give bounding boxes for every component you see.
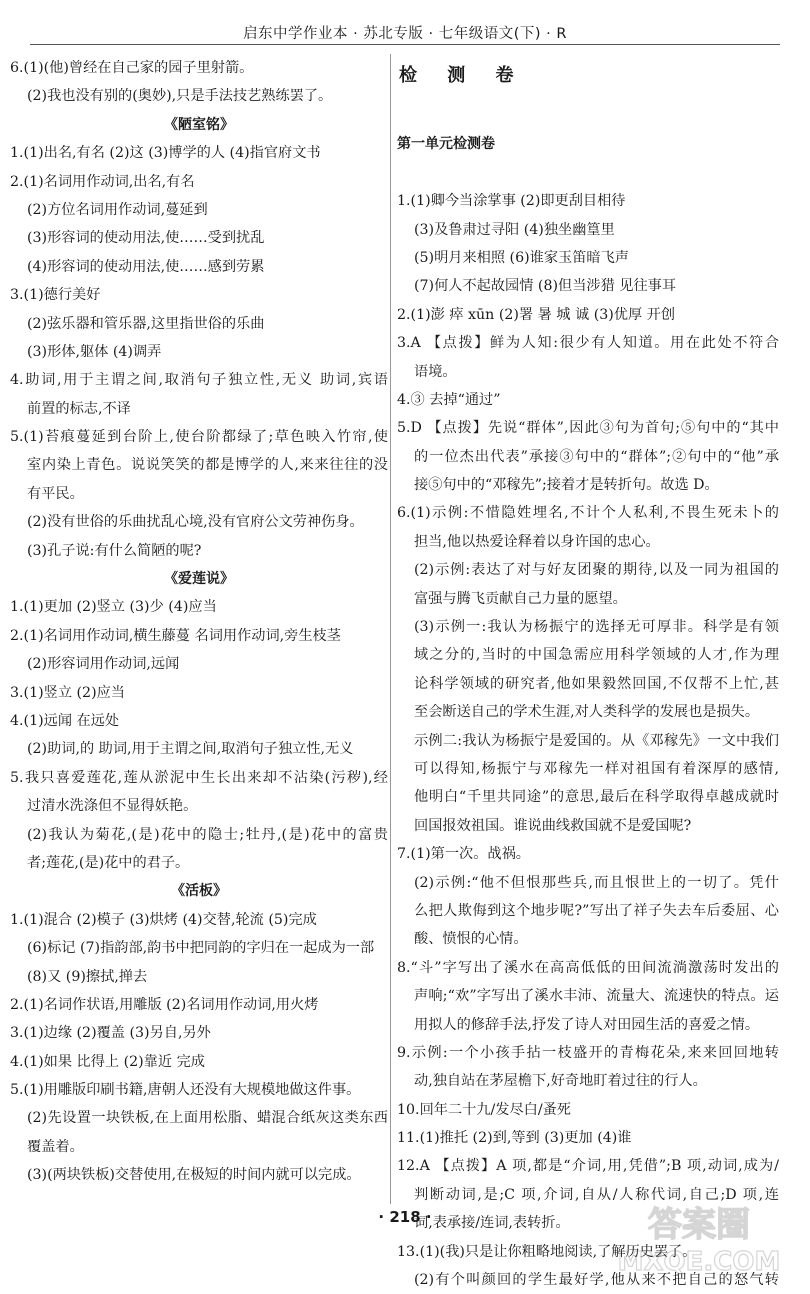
left-line: (2)没有世俗的乐曲扰乱心境,没有官府公文劳神伤身。 <box>27 514 364 531</box>
left-line: 4.(1)如果 比得上 (2)靠近 完成 <box>10 1053 205 1070</box>
left-line: (2)我也没有别的(奥妙),只是手法技艺熟练罢了。 <box>27 88 333 105</box>
right-line <box>397 159 779 187</box>
page-number: · 218 · <box>378 1208 432 1226</box>
left-line: (2)形容词用作动词,远闻 <box>27 656 180 673</box>
right-line: 回国报效祖国。谁说曲线救国就不是爱国呢? <box>414 817 692 834</box>
left-line: 前置的标志,不译 <box>27 400 131 417</box>
left-line: 5.(1)用雕版印刷书籍,唐朝人还没有大规模地做这件事。 <box>10 1082 361 1099</box>
right-line: 10.回年二十九/发尽白/蚤死 <box>397 1101 571 1118</box>
left-line: 有平民。 <box>27 485 84 502</box>
right-line: 13.(1)(我)只是让你粗略地阅读,了解历史罢了。 <box>397 1243 697 1260</box>
left-line: 1.(1)出名,有名 (2)这 (3)博学的人 (4)指官府文书 <box>10 145 321 162</box>
left-line: 覆盖着。 <box>27 1138 84 1155</box>
left-line: (3)形容词的使动用法,使……受到扰乱 <box>27 230 265 247</box>
right-line: 9.示例:一个小孩手拈一枝盛开的青梅花朵,来来回回地转 <box>397 1044 779 1061</box>
right-line: 声响;“欢”字写出了溪水丰沛、流量大、流速快的特点。运 <box>414 988 779 1005</box>
right-line: (5)明月来相照 (6)谁家玉笛暗飞声 <box>414 249 629 266</box>
right-line: 2.(1)澎 瘁 xūn (2)署 暑 城 诚 (3)优厚 开创 <box>397 306 676 323</box>
left-line: (2)我认为菊花,(是)花中的隐士;牡丹,(是)花中的富贵 <box>27 826 388 843</box>
left-line: (2)弦乐器和管乐器,这里指世俗的乐曲 <box>27 315 265 332</box>
right-line: 语境。 <box>414 363 457 380</box>
left-line: 2.(1)名词用作动词,横生藤蔓 名词用作动词,旁生枝茎 <box>10 627 341 644</box>
left-line: 3.(1)边缘 (2)覆盖 (3)另自,另外 <box>10 1025 211 1042</box>
left-line: 4.(1)远闻 在远处 <box>10 712 120 729</box>
left-line: (3)形体,躯体 (4)调弄 <box>27 343 162 360</box>
left-line: 2.(1)名词作状语,用雕版 (2)名词用作动词,用火烤 <box>10 996 319 1013</box>
left-line: 《活板》 <box>171 883 227 900</box>
right-line: 7.(1)第一次。战祸。 <box>397 846 530 863</box>
right-line: 8.“斗”字写出了溪水在高高低低的田间流淌激荡时发出的 <box>397 959 779 976</box>
left-line: 过清水洗涤但不显得妖艳。 <box>27 798 198 815</box>
left-line: (2)方位名词用作动词,蔓延到 <box>27 201 208 218</box>
left-line: 6.(1)(他)曾经在自己家的园子里射箭。 <box>10 60 254 76</box>
right-line: 6.(1)示例:不惜隐姓埋名,不计个人私利,不畏生死未卜的 <box>397 505 779 522</box>
left-line: (4)形容词的使动用法,使……感到劳累 <box>27 258 265 275</box>
left-line: (6)标记 (7)指韵部,韵书中把同韵的字归在一起成为一部 <box>27 940 375 957</box>
right-line: 担当,他以热爱诠释着以身许国的忠心。 <box>414 533 660 550</box>
right-line: 的一位杰出代表”承接③句中的“群体”;②句中的“他”承 <box>414 448 779 465</box>
left-line: (2)助词,的 助词,用于主谓之间,取消句子独立性,无义 <box>27 741 354 758</box>
watermark-logo <box>594 1196 804 1276</box>
watermark-bottom: MXQE.COM <box>617 1247 781 1276</box>
right-line: (2)示例:表达了对与好友团聚的期待,以及一同为祖国的 <box>414 562 779 579</box>
left-line: (3)(两块铁板)交替使用,在极短的时间内就可以完成。 <box>27 1167 361 1184</box>
header-rule <box>30 44 780 45</box>
right-line: 论科学领域的研究者,他如果毅然回国,不仅帮不上忙,甚 <box>414 675 779 692</box>
right-line: 可以得知,杨振宁与邓稼先一样对祖国有着深厚的感情, <box>414 760 779 777</box>
left-line: 《爱莲说》 <box>164 571 234 588</box>
right-line: (2)示例:“他不但恨那些兵,而且恨世上的一切了。凭什 <box>414 874 779 891</box>
right-line: (2)有个叫颜回的学生最好学,他从来不把自己的怒气转 <box>414 1272 779 1289</box>
right-column <box>397 54 779 1294</box>
right-line: 11.(1)推托 (2)到,等到 (3)更加 (4)谁 <box>397 1130 632 1147</box>
right-line: 他明白“千里共同途”的意思,最后在科学取得卓越成就时 <box>414 789 779 806</box>
right-line: 5.D 【点拨】先说“群体”,因此③句为首句;⑤句中的“其中 <box>397 420 779 437</box>
right-line: 富强与腾飞贡献自己力量的愿望。 <box>414 590 627 607</box>
right-line: 判断动词,是;C 项,介词,自从/人称代词,自己;D 项,连 <box>414 1186 779 1203</box>
left-line: 2.(1)名词用作动词,出名,有名 <box>10 173 195 190</box>
right-line: (3)及鲁肃过寻阳 (4)独坐幽篁里 <box>414 221 615 238</box>
left-line: 3.(1)德行美好 <box>10 287 101 304</box>
right-line: 酸、愤恨的心情。 <box>414 931 528 948</box>
column-divider <box>390 54 391 1204</box>
left-line: 1.(1)更加 (2)竖立 (3)少 (4)应当 <box>10 599 217 616</box>
right-line: 示例二:我认为杨振宁是爱国的。从《邓稼先》一文中我们 <box>414 732 779 749</box>
left-line: 室内染上青色。说说笑笑的都是博学的人,来来往往的没 <box>27 457 388 474</box>
right-line: (7)何人不起故园情 (8)但当涉猎 见往事耳 <box>414 278 677 295</box>
left-line: (3)孔子说:有什么简陋的呢? <box>27 542 202 559</box>
left-line: 3.(1)竖立 (2)应当 <box>10 684 125 701</box>
left-line: (8)又 (9)擦拭,掸去 <box>27 968 148 985</box>
left-line: 者;莲花,(是)花中的君子。 <box>27 854 190 871</box>
right-line: 4.③ 去掉“通过” <box>397 391 501 408</box>
right-line: 检 测 卷 <box>399 65 526 86</box>
page-header: 启东中学作业本 · 苏北专版 · 七年级语文(下) · R <box>243 26 567 42</box>
right-line: 域之分的,当时的中国急需应用科学领域的人才,作为理 <box>414 647 779 664</box>
left-line: 5.(1)苔痕蔓延到台阶上,使台阶都绿了;草色映入竹帘,使 <box>10 429 388 446</box>
right-line: 词,表承接/连词,表转折。 <box>414 1215 570 1232</box>
left-line: 1.(1)混合 (2)模子 (3)烘烤 (4)交替,轮流 (5)完成 <box>10 911 317 928</box>
watermark-top: 答案圈 <box>648 1205 750 1245</box>
right-line: 动,独自站在茅屋檐下,好奇地盯着过往的行人。 <box>414 1073 707 1090</box>
right-line: 用拟人的修辞手法,抒发了诗人对田园生活的喜爱之情。 <box>414 1016 760 1033</box>
right-line: 么把人欺侮到这个地步呢?”写出了祥子失去车后委屈、心 <box>414 902 779 919</box>
left-line: (2)先设置一块铁板,在上面用松脂、蜡混合纸灰这类东西 <box>27 1110 388 1127</box>
right-line: (3)示例一:我认为杨振宁的选择无可厚非。科学是有领 <box>414 619 779 636</box>
right-line: 1.(1)卿今当涂掌事 (2)即更刮目相待 <box>397 193 626 210</box>
right-line: 第一单元检测卷 <box>397 136 495 153</box>
right-line: 3.A 【点拨】鲜为人知:很少有人知道。用在此处不符合 <box>397 335 779 352</box>
left-line: 4.助词,用于主谓之间,取消句子独立性,无义 助词,宾语 <box>10 372 388 389</box>
right-line: 12.A 【点拨】A 项,都是“介词,用,凭借”;B 项,动词,成为/ <box>397 1158 779 1175</box>
left-column <box>10 54 388 1190</box>
right-line <box>397 102 779 130</box>
left-line: 5.我只喜爱莲花,莲从淤泥中生长出来却不沾染(污秽),经 <box>10 769 388 786</box>
right-line: 至会断送自己的学术生涯,对人类科学的发展也是损失。 <box>414 704 760 721</box>
left-line: 《陋室铭》 <box>164 116 234 133</box>
right-line: 接⑤句中的“邓稼先”;接着才是转折句。故选 D。 <box>414 477 719 494</box>
